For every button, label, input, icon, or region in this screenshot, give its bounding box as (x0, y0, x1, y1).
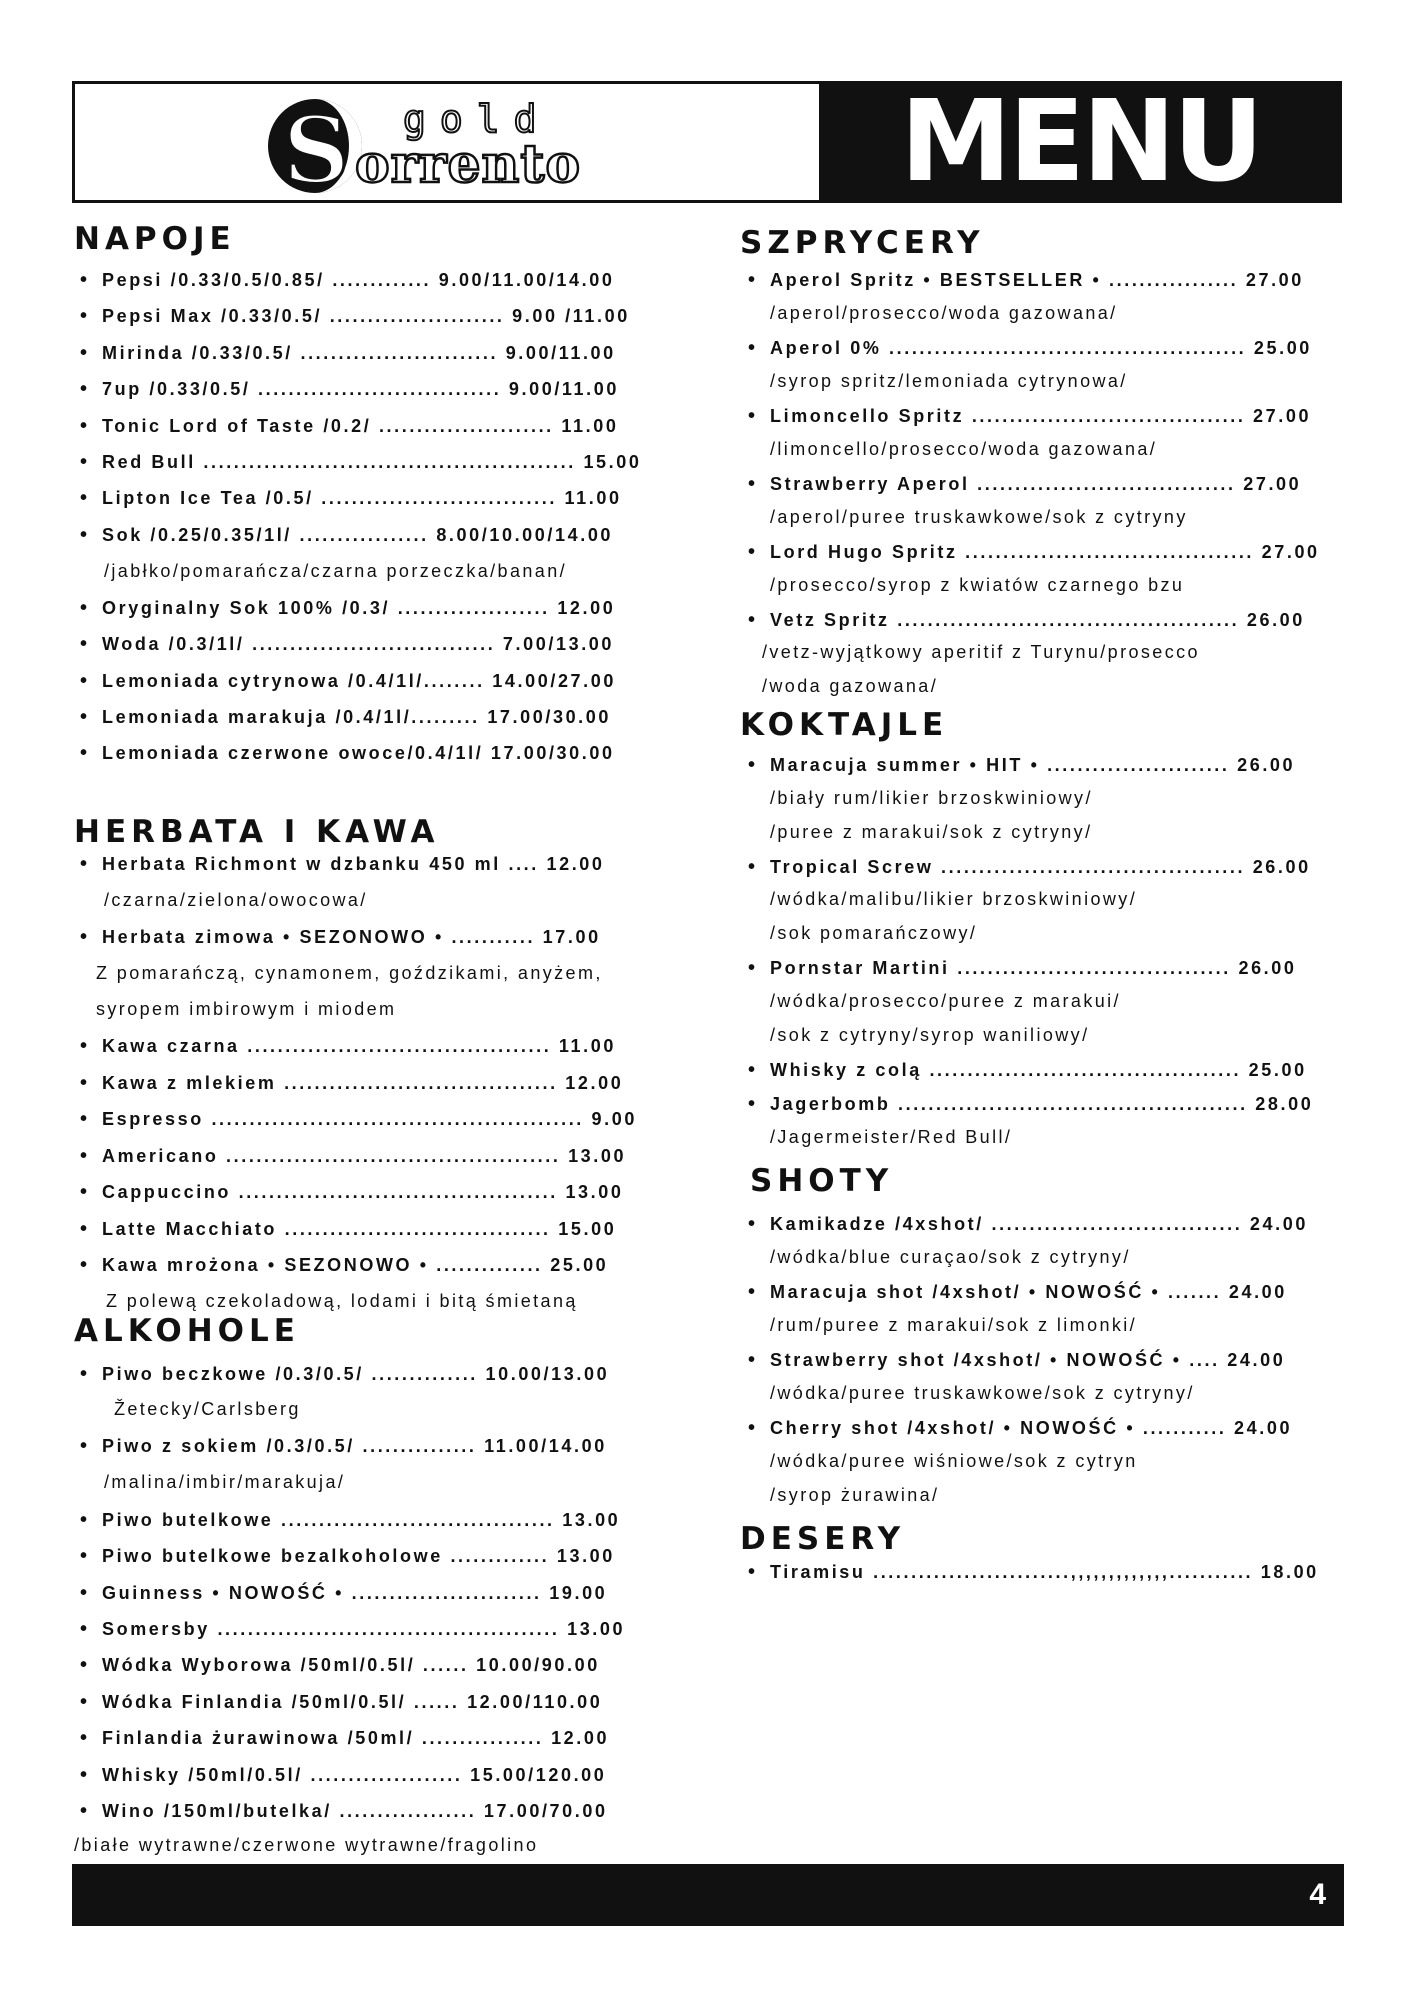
item-description: /wódka/prosecco/puree z marakui/ (770, 991, 1121, 1011)
menu-item: • Whisky /50ml/0.5l/ .................... 15.00/120.00 (80, 1764, 607, 1786)
menu-item: • Oryginalny Sok 100% /0.3/ .................... 12.00 (80, 597, 616, 619)
item-description: syropem imbirowym i miodem (96, 999, 397, 1019)
section-title-koktajle: KOKTAJLE (740, 707, 949, 743)
item-description: /vetz-wyjątkowy aperitif z Turynu/prosecco (762, 642, 1200, 662)
menu-item: • Lord Hugo Spritz ...................................... 27.00 (748, 541, 1320, 563)
menu-item: • Cherry shot /4xshot/ • NOWOŚĆ • ........... 24.00 (748, 1417, 1293, 1439)
menu-item: • Aperol 0% ............................................... 25.00 (748, 337, 1312, 359)
item-description: /jabłko/pomarańcza/czarna porzeczka/banan/ (104, 561, 568, 581)
logo-area (75, 84, 822, 200)
sorrento-logo (263, 90, 653, 200)
item-description: /białe wytrawne/czerwone wytrawne/fragolino (74, 1835, 539, 1855)
item-description: /malina/imbir/marakuja/ (104, 1472, 346, 1492)
item-description: /woda gazowana/ (762, 676, 939, 696)
menu-item: • Cappuccino .......................................... 13.00 (80, 1181, 624, 1203)
menu-item: • Americano ............................................ 13.00 (80, 1145, 627, 1167)
menu-item: • 7up /0.33/0.5/ ................................ 9.00/11.00 (80, 378, 619, 400)
menu-item: • Piwo z sokiem /0.3/0.5/ ............... 11.00/14.00 (80, 1435, 607, 1457)
menu-item: • Lemoniada marakuja /0.4/1l/......... 17.00/30.00 (80, 706, 612, 728)
item-description: /limoncello/prosecco/woda gazowana/ (770, 439, 1158, 459)
menu-item: • Maracuja shot /4xshot/ • NOWOŚĆ • ....... 24.00 (748, 1281, 1287, 1303)
menu-item: • Woda /0.3/1l/ ................................ 7.00/13.00 (80, 633, 615, 655)
item-description: /wódka/malibu/likier brzoskwiniowy/ (770, 889, 1138, 909)
menu-item: • Aperol Spritz • BESTSELLER • ................. 27.00 (748, 269, 1304, 291)
item-description: Z polewą czekoladową, lodami i bitą śmietaną (106, 1291, 578, 1311)
item-description: /wódka/puree truskawkowe/sok z cytryny/ (770, 1383, 1195, 1403)
item-description: /czarna/zielona/owocowa/ (104, 890, 368, 910)
item-description: /puree z marakui/sok z cytryny/ (770, 822, 1093, 842)
menu-item: • Lemoniada czerwone owoce/0.4/1l/ 17.00/30.00 (80, 742, 615, 764)
menu-item: • Herbata Richmont w dzbanku 450 ml .... 12.00 (80, 853, 605, 875)
menu-item: • Kawa z mlekiem .................................... 12.00 (80, 1072, 624, 1094)
menu-item: • Latte Macchiato ................................... 15.00 (80, 1218, 617, 1240)
item-description: /biały rum/likier brzoskwiniowy/ (770, 788, 1093, 808)
page-number: 4 (1309, 1878, 1326, 1911)
menu-item: • Mirinda /0.33/0.5/ .......................... 9.00/11.00 (80, 342, 616, 364)
menu-item: • Jagerbomb .............................................. 28.00 (748, 1093, 1314, 1115)
item-description: /Jagermeister/Red Bull/ (770, 1127, 1013, 1147)
menu-item: • Piwo beczkowe /0.3/0.5/ .............. 10.00/13.00 (80, 1363, 610, 1385)
logo-name-text: orrento (355, 134, 582, 195)
menu-item: • Wódka Wyborowa /50ml/0.5l/ ...... 10.00/90.00 (80, 1654, 600, 1676)
menu-item: • Espresso ................................................. 9.00 (80, 1108, 637, 1130)
menu-item: • Tiramisu ..........................,,,,,,,,,,,,,........... 18.00 (748, 1561, 1319, 1583)
section-title-herbata: HERBATA I KAWA (74, 814, 440, 850)
menu-item: • Kamikadze /4xshot/ ................................. 24.00 (748, 1213, 1308, 1235)
item-description: /wódka/blue curaçao/sok z cytryny/ (770, 1247, 1131, 1267)
item-description: /aperol/prosecco/woda gazowana/ (770, 303, 1118, 323)
menu-item: • Lemoniada cytrynowa /0.4/1l/........ 14.00/27.00 (80, 670, 616, 692)
menu-item: • Strawberry Aperol .................................. 27.00 (748, 473, 1302, 495)
menu-item: • Piwo butelkowe bezalkoholowe ............. 13.00 (80, 1545, 615, 1567)
menu-item: • Vetz Spritz ............................................. 26.00 (748, 609, 1305, 631)
footer-bar (72, 1864, 1344, 1926)
menu-item: • Wódka Finlandia /50ml/0.5l/ ...... 12.00/110.00 (80, 1691, 603, 1713)
menu-item: • Finlandia żurawinowa /50ml/ ................ 12.00 (80, 1727, 610, 1749)
item-description: /syrop spritz/lemoniada cytrynowa/ (770, 371, 1128, 391)
menu-item: • Kawa mrożona • SEZONOWO • .............. 25.00 (80, 1254, 609, 1276)
menu-item: • Piwo butelkowe .................................... 13.00 (80, 1509, 621, 1531)
menu-item: • Whisky z colą ......................................... 25.00 (748, 1059, 1307, 1081)
menu-item: • Maracuja summer • HIT • ........................ 26.00 (748, 754, 1296, 776)
section-title-shoty: SHOTY (750, 1163, 894, 1199)
menu-item: • Strawberry shot /4xshot/ • NOWOŚĆ • .... 24.00 (748, 1349, 1286, 1371)
menu-item: • Pornstar Martini .................................... 26.00 (748, 957, 1297, 979)
menu-item: • Limoncello Spritz .................................... 27.00 (748, 405, 1312, 427)
item-description: /sok z cytryny/syrop waniliowy/ (770, 1025, 1090, 1045)
item-description: /sok pomarańczowy/ (770, 923, 978, 943)
menu-item: • Lipton Ice Tea /0.5/ ............................... 11.00 (80, 487, 622, 509)
menu-title-box (822, 77, 1339, 207)
item-description: /prosecco/syrop z kwiatów czarnego bzu (770, 575, 1185, 595)
menu-item: • Pepsi /0.33/0.5/0.85/ ............. 9.00/11.00/14.00 (80, 269, 615, 291)
item-description: /aperol/puree truskawkowe/sok z cytryny (770, 507, 1188, 527)
menu-header (72, 77, 1342, 207)
item-description: Žetecky/Carlsberg (114, 1399, 301, 1419)
item-description: /syrop żurawina/ (770, 1485, 940, 1505)
menu-item: • Wino /150ml/butelka/ .................. 17.00/70.00 (80, 1800, 608, 1822)
menu-item: • Pepsi Max /0.33/0.5/ ....................... 9.00 /11.00 (80, 305, 630, 327)
logo-big-s: S (283, 96, 350, 200)
section-title-szprycery: SZPRYCERY (740, 225, 985, 261)
item-description: /wódka/puree wiśniowe/sok z cytryn (770, 1451, 1138, 1471)
menu-item: • Red Bull ................................................. 15.00 (80, 451, 642, 473)
item-description: /rum/puree z marakui/sok z limonki/ (770, 1315, 1138, 1335)
menu-item: • Kawa czarna ........................................ 11.00 (80, 1035, 616, 1057)
menu-item: • Somersby ............................................. 13.00 (80, 1618, 626, 1640)
section-title-desery: DESERY (740, 1521, 906, 1557)
item-description: Z pomarańczą, cynamonem, goździkami, anyżem, (96, 963, 603, 983)
menu-item: • Tropical Screw ........................................ 26.00 (748, 856, 1311, 878)
section-title-napoje: NAPOJE (74, 221, 236, 257)
logo-gold-text: gold (403, 97, 551, 141)
menu-item: • Guinness • NOWOŚĆ • ......................... 19.00 (80, 1582, 608, 1604)
menu-item: • Herbata zimowa • SEZONOWO • ........... 17.00 (80, 926, 601, 948)
page-title: MENU (900, 77, 1261, 207)
menu-item: • Tonic Lord of Taste /0.2/ ....................... 11.00 (80, 415, 619, 437)
section-title-alkohole: ALKOHOLE (74, 1313, 300, 1349)
menu-item: • Sok /0.25/0.35/1l/ ................. 8.00/10.00/14.00 (80, 524, 614, 546)
